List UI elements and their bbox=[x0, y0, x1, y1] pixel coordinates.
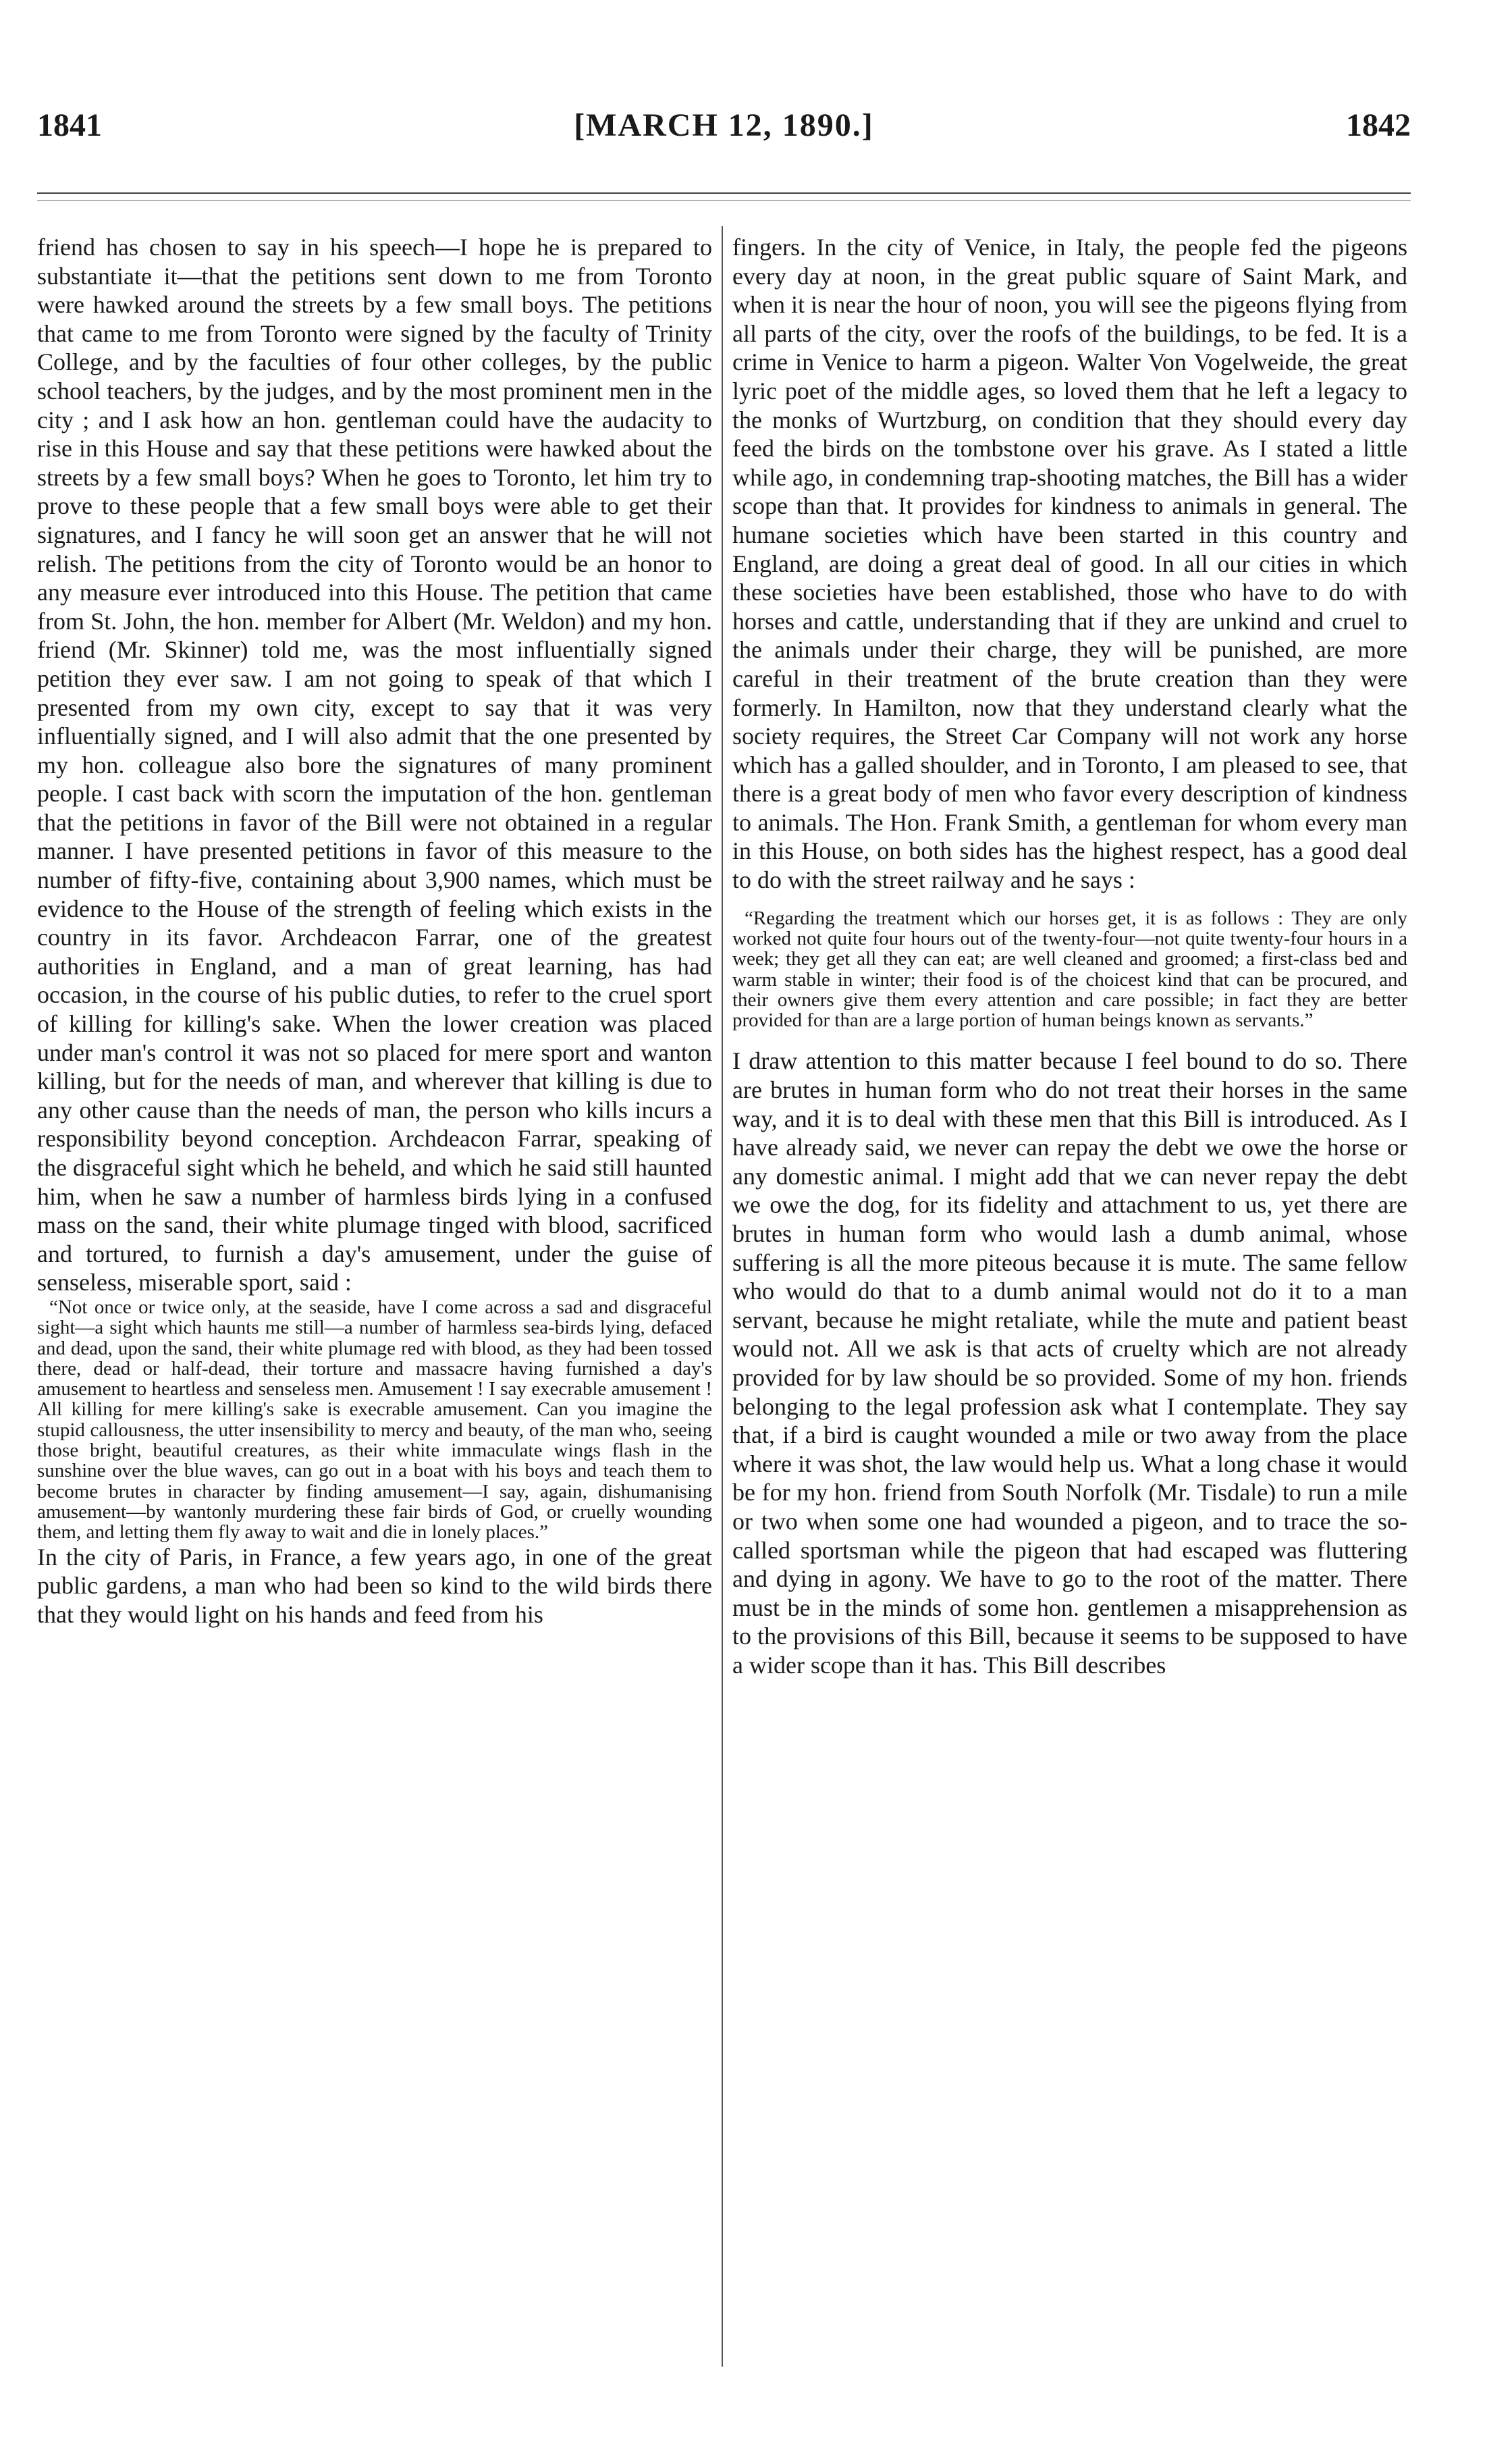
page-header bbox=[37, 101, 1411, 149]
issue-date: [MARCH 12, 1890.] bbox=[574, 107, 874, 143]
left-paragraph-2: In the city of Paris, in France, a few years ago, in one of the great public gardens, a man who had been so kind to the wild birds there that they would light on his hands and feed from his bbox=[37, 1543, 712, 1628]
right-paragraph-2: I draw attention to this matter because I feel bound to do so. There are brutes in human form who do not treat their horses in the same way, and it is to deal with these men that this Bill is introduced. As I have already said, we never can repay the debt we owe the horse or any domestic animal. I might add that we can never repay the debt we owe the dog, for its fidelity and attachment to us, yet there are brutes in human form who would lash a dumb animal, whose suffering is all the more piteous because it is mute. The same fellow who would do that to a dumb animal would not do it to a man servant, because he might retaliate, while the mute and patient beast would not. All we ask is that acts of cruelty which are not already provided for by law should be so provided. Some of my hon. friends belonging to the legal profession ask what I contemplate. They say that, if a bird is caught wounded a mile or two away from the place where it was shot, the law would help us. What a long chase it would be for my hon. friend from South Norfolk (Mr. Tisdale) to run a mile or two when some one had wounded a pigeon, and to trace the so-called sportsman while the pigeon that had escaped was fluttering and dying in agony. We have to go to the root of the matter. There must be in the minds of some hon. gentlemen a misapprehension as to the provisions of this Bill, because it seems to be supposed to have a wider scope than it has. This Bill describes bbox=[732, 1047, 1407, 1679]
page-number-right: 1842 bbox=[1345, 107, 1411, 143]
left-quotation: “Not once or twice only, at the seaside, have I come across a sad and disgraceful sight—a sight which haunts me still—a number of harmless sea-birds lying, defaced and dead, upon the sand, their white plumage red with blood, as they had been tossed there, dead or half-dead, their torture and massacre having furnished a day's amusement to heartless and senseless men. Amusement ! I say execrable amusement ! All killing for mere killing's sake is execrable amusement. Can you imagine the stupid callousness, the utter insensibility to mercy and beauty, of the man who, seeing those bright, beautiful creatures, as their white immaculate wings flash in the sunshine over the blue waves, can go out in a boat with his boys and teach them to become brutes in character by finding amusement—I say, again, dishumanising amusement—by wantonly murdering these fair birds of God, or cruelly wounding them, and letting them fly away to wait and die in lonely places.” bbox=[37, 1296, 712, 1544]
right-column bbox=[732, 233, 1407, 1680]
right-paragraph-1: fingers. In the city of Venice, in Italy, the people fed the pigeons every day at noon, in the great public square of Saint Mark, and when it is near the hour of noon, you will see the pigeons flying from all parts of the city, over the roofs of the buildings, to be fed. It is a crime in Venice to harm a pigeon. Walter Von Vogelweide, the great lyric poet of the middle ages, so loved them that he left a legacy to the monks of Wurtzburg, on condition that they should every day feed the birds on the tombstone over his grave. As I stated a little while ago, in condemning trap-shooting matches, the Bill has a wider scope than that. It provides for kindness to animals in general. The humane societies which have been started in this country and England, are doing a great deal of good. In all our cities in which these societies have been established, those who have to do with horses and cattle, understanding that if they are unkind and cruel to the animals under their charge, they will be punished, are more careful in their treatment of the brute creation than they were formerly. In Hamilton, now that they understand clearly what the society requires, the Street Car Company will not work any horse which has a galled shoulder, and in Toronto, I am pleased to see, that there is a great body of men who favor every description of kindness to animals. The Hon. Frank Smith, a gentleman for whom every man in this House, on both sides has the highest respect, has a good deal to do with the street railway and he says : bbox=[732, 234, 1407, 894]
page-number-left: 1841 bbox=[37, 107, 102, 143]
header-rule-thin bbox=[37, 200, 1411, 201]
column-divider bbox=[722, 226, 723, 2367]
right-quotation: “Regarding the treatment which our horses get, it is as follows : They are only worked not quite four hours out of the twenty-four—not quite twenty-four hours in a week; they get all they can eat; are well cleaned and groomed; a first-class bed and warm stable in winter; their food is of the choicest kind that can be procured, and their owners give them every attention and care possible; in fact they are better provided for than are a large portion of human beings known as servants.” bbox=[732, 907, 1407, 1032]
header-rule bbox=[37, 192, 1411, 194]
left-paragraph-1: friend has chosen to say in his speech—I hope he is prepared to substantiate it—that the petitions sent down to me from Toronto were hawked around the streets by a few small boys. The petitions that came to me from Toronto were signed by the faculty of Trinity College, and by the faculties of four other colleges, by the public school teachers, by the judges, and by the most prominent men in the city ; and I ask how an hon. gentleman could have the audacity to rise in this House and say that these petitions were hawked about the streets by a few small boys? When he goes to Toronto, let him try to prove to these people that a few small boys were able to get their signatures, and I fancy he will soon get an answer that he will not relish. The petitions from the city of Toronto would be an honor to any measure ever introduced into this House. The petition that came from St. John, the hon. member for Albert (Mr. Weldon) and my hon. friend (Mr. Skinner) told me, was the most influentially signed petition they ever saw. I am not going to speak of that which I presented from my own city, except to say that it was very influentially signed, and I will also admit that the one presented by my hon. colleague also bore the signatures of many prominent people. I cast back with scorn the imputation of the hon. gentleman that the petitions in favor of the Bill were not obtained in a regular manner. I have presented petitions in favor of this measure to the number of fifty-five, containing about 3,900 names, which must be evidence to the House of the strength of feeling which exists in the country in its favor. Archdeacon Farrar, one of the greatest authorities in England, and a man of great learning, has had occasion, in the course of his public duties, to refer to the cruel sport of killing for killing's sake. When the lower creation was placed under man's control it was not so placed for mere sport and wanton killing, but for the needs of man, and wherever that killing is due to any other cause than the needs of man, the person who kills incurs a responsibility beyond conception. Archdeacon Farrar, speaking of the disgraceful sight which he beheld, and which he said still haunted him, when he saw a number of harmless birds lying in a confused mass on the sand, their white plumage tinged with blood, sacrificed and tortured, to furnish a day's amusement, under the guise of senseless, miserable sport, said : bbox=[37, 234, 712, 1296]
left-column bbox=[37, 233, 712, 1629]
